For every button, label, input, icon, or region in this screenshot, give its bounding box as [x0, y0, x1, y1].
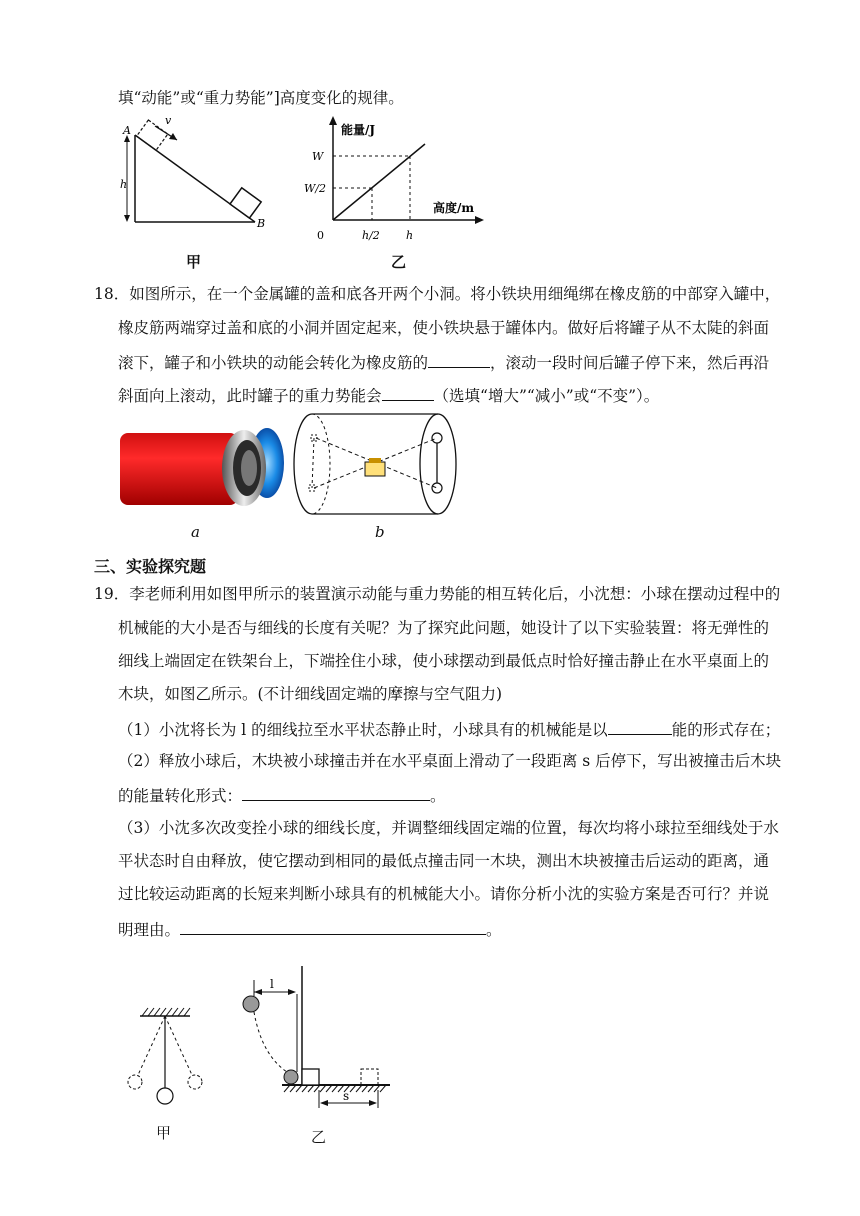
q19-part-3-line-2: 平状态时自由释放，使它摆动到相同的最低点撞击同一木块，测出木块被撞击后运动的距离，通 [118, 852, 770, 870]
graph-y-label: 能量/J [341, 123, 376, 137]
q18-line-3: 滚下，罐子和小铁块的动能会转化为橡皮筋的 ，滚动一段时间后罐子停下来，然后再沿 [118, 351, 769, 373]
label-h: h [120, 178, 128, 191]
swing-path [254, 1012, 290, 1074]
q18-caption-b: b [375, 523, 385, 541]
q18-figure-can-diagram [290, 408, 465, 520]
ball-start-position [243, 996, 259, 1012]
q18-answer-blank-2[interactable] [382, 384, 434, 401]
label-B: B [257, 217, 266, 230]
q17-figure-energy-graph [300, 112, 490, 247]
q17-fig-yi-caption: 乙 [391, 253, 407, 271]
q18-answer-blank-1[interactable] [428, 351, 490, 368]
q18-figure-can-photo [112, 413, 287, 513]
wood-block-moved [361, 1069, 378, 1085]
q19-part-2-line-1: （2）释放小球后，木块被小球撞击并在水平桌面上滑动了一段距离 s 后停下，写出被撞击后木块 [118, 752, 782, 770]
block-solid-near-B [230, 188, 261, 218]
section-3-heading: 三、实验探究题 [94, 557, 207, 576]
graph-energy-line [333, 144, 425, 220]
q19-line-4: 木块，如图乙所示。(不计细线固定端的摩擦与空气阻力) [118, 685, 503, 703]
q19-part-3-line-3: 过比较运动距离的长短来判断小球具有的机械能大小。请你分析小沈的实验方案是否可行？并说 [118, 885, 770, 903]
tick-origin: 0 [317, 229, 324, 242]
q19-line-1: 19．李老师利用如图甲所示的装置演示动能与重力势能的相互转化后，小沈想：小球在摆动过程中的 [94, 585, 781, 603]
q19-part-2-line-2: 的能量转化形式： 。 [118, 784, 446, 806]
q19-answer-blank-2[interactable] [242, 784, 430, 801]
q19-part-1: （1）小沈将长为 l 的细线拉至水平状态静止时，小球具有的机械能是以 能的形式存在； [118, 718, 780, 740]
q19-part-3-line-1: （3）小沈多次改变拴小球的细线长度，并调整细线固定端的位置，每次均将小球拉至细线处于水 [118, 819, 779, 837]
tick-W2: W/2 [304, 182, 327, 195]
q18-caption-a: a [191, 523, 200, 541]
q19-line-2: 机械能的大小是否与细线的长度有关呢？为了探究此问题，她设计了以下实验装置：将无弹性的 [118, 619, 770, 637]
q19-fig-yi-caption: 乙 [311, 1128, 327, 1146]
q19-part-3-line-4: 明理由。 。 [118, 918, 502, 940]
block-dashed-at-A [137, 120, 168, 150]
q19-fig-jia-caption: 甲 [156, 1124, 172, 1142]
q19-answer-blank-1[interactable] [608, 718, 672, 735]
q17-fig-jia-caption: 甲 [186, 253, 202, 271]
q19-figure-experiment [232, 962, 412, 1122]
q18-line-1: 18．如图所示，在一个金属罐的盖和底各开两个小洞。将小铁块用细绳绑在橡皮筋的中部穿入罐中， [94, 285, 781, 303]
label-A: A [123, 124, 131, 137]
ball-lowest-position [284, 1070, 298, 1084]
q19-line-3: 细线上端固定在铁架台上，下端拴住小球，使小球摆动到最低点时恰好撞击静止在水平桌面上的 [118, 652, 770, 670]
q17-figure-incline [105, 110, 280, 235]
label-l: l [270, 977, 274, 991]
tick-h2: h/2 [362, 229, 380, 242]
q19-answer-blank-3[interactable] [180, 918, 486, 935]
wood-block [302, 1069, 319, 1085]
q18-line-4: 斜面向上滚动，此时罐子的重力势能会 （选填“增大”“减小”或“不变”）。 [118, 384, 659, 406]
pendulum-ball [157, 1088, 173, 1104]
graph-x-label: 高度/m [433, 201, 475, 215]
q17-text-tail: 填“动能”或“重力势能”]高度变化的规律。 [118, 89, 404, 107]
label-v: v [165, 114, 172, 127]
q19-figure-pendulum [118, 1000, 213, 1115]
tick-h: h [406, 229, 414, 242]
tick-W: W [312, 150, 324, 163]
q18-line-2: 橡皮筋两端穿过盖和底的小洞并固定起来，使小铁块悬于罐体内。做好后将罐子从不太陡的斜面 [118, 319, 770, 337]
label-s: s [343, 1089, 350, 1103]
